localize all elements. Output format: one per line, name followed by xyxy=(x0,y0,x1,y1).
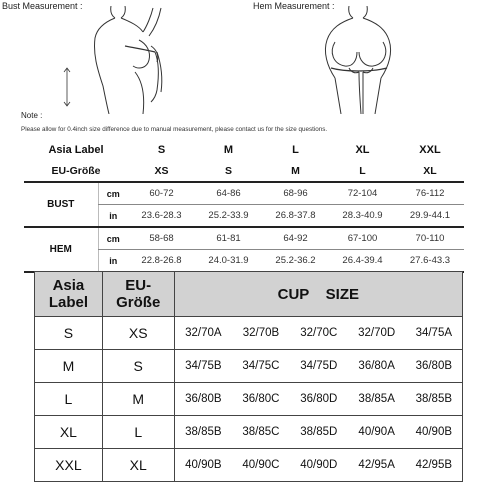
cup-cell: 40/90C xyxy=(232,449,290,482)
eu-size-row xyxy=(24,161,464,182)
cup-cell: 38/85B xyxy=(406,383,463,416)
hem-in-cell: 24.0-31.9 xyxy=(195,250,262,273)
cup-row-asia: L xyxy=(35,383,103,416)
eu-size-cell: M xyxy=(262,161,329,182)
bust-cm-cell: 64-86 xyxy=(195,182,262,205)
asia-label-row xyxy=(24,139,464,161)
cup-cell: 40/90B xyxy=(406,416,463,449)
bust-cm-row xyxy=(24,182,464,205)
cup-row-asia: S xyxy=(35,317,103,350)
eu-size-cell: XL xyxy=(396,161,464,182)
note-text: Please allow for 0.4inch size difference due to manual measurement, please contact us for the size questions. xyxy=(21,126,328,133)
bust-label: BUST xyxy=(24,182,98,227)
cup-asia-header-line1: Asia xyxy=(52,277,85,294)
hem-cm-cell: 70-110 xyxy=(396,227,464,250)
cup-row-asia: XL xyxy=(35,416,103,449)
asia-size-s: S xyxy=(157,144,166,156)
bust-cm-cell: 72-104 xyxy=(329,182,396,205)
hem-measurement-illustration xyxy=(305,6,415,114)
cup-row-asia: XXL xyxy=(35,449,103,482)
note-title: Note : xyxy=(21,111,43,120)
cup-cell: 36/80D xyxy=(290,383,348,416)
cup-row-eu: L xyxy=(102,416,174,449)
asia-size-m: M xyxy=(223,144,234,156)
cup-cell: 34/75B xyxy=(174,350,232,383)
hem-cm-cell: 58-68 xyxy=(128,227,195,250)
cup-eu-header-line2: Größe xyxy=(116,294,161,311)
bust-in-cell: 25.2-33.9 xyxy=(195,205,262,228)
eu-label-header: EU-Größe xyxy=(24,161,128,182)
cup-cell: 34/75A xyxy=(406,317,463,350)
hem-cm-cell: 64-92 xyxy=(262,227,329,250)
cup-cell: 40/90D xyxy=(290,449,348,482)
hem-in-cell: 26.4-39.4 xyxy=(329,250,396,273)
cup-cell: 32/70C xyxy=(290,317,348,350)
cup-row-asia: M xyxy=(35,350,103,383)
bust-in-cell: 28.3-40.9 xyxy=(329,205,396,228)
bust-measurement-title: Bust Measurement : xyxy=(2,1,83,11)
cup-cell: 42/95A xyxy=(348,449,406,482)
cup-cell: 32/70D xyxy=(348,317,406,350)
bust-in-cell: 26.8-37.8 xyxy=(262,205,329,228)
bust-cm-cell: 76-112 xyxy=(396,182,464,205)
cup-cell: 38/85C xyxy=(232,416,290,449)
eu-size-cell: S xyxy=(195,161,262,182)
unit-in: in xyxy=(98,205,128,228)
cup-eu-label-header xyxy=(102,272,174,317)
hem-cm-cell: 61-81 xyxy=(195,227,262,250)
cup-cell: 34/75D xyxy=(290,350,348,383)
cup-cell: 36/80B xyxy=(174,383,232,416)
hem-label: HEM xyxy=(24,227,98,272)
bust-cm-cell: 68-96 xyxy=(262,182,329,205)
cup-row xyxy=(35,416,463,449)
size-measurement-table xyxy=(24,139,464,273)
cup-cell: 34/75C xyxy=(232,350,290,383)
cup-cell: 32/70A xyxy=(174,317,232,350)
cup-table-header xyxy=(35,272,463,317)
eu-size-cell: L xyxy=(329,161,396,182)
asia-size-l: L xyxy=(292,144,299,156)
cup-asia-label-header xyxy=(35,272,103,317)
cup-cell: 36/80B xyxy=(406,350,463,383)
hem-in-cell: 27.6-43.3 xyxy=(396,250,464,273)
cup-row-eu: S xyxy=(102,350,174,383)
asia-label-header: Asia Label xyxy=(48,144,104,156)
asia-size-xxl: XXL xyxy=(419,144,441,156)
hem-in-cell: 22.8-26.8 xyxy=(128,250,195,273)
cup-row-eu: M xyxy=(102,383,174,416)
cup-cell: 42/95B xyxy=(406,449,463,482)
bust-in-cell: 23.6-28.3 xyxy=(128,205,195,228)
cup-row-eu: XS xyxy=(102,317,174,350)
unit-cm: cm xyxy=(98,182,128,205)
bust-cm-cell: 60-72 xyxy=(128,182,195,205)
hem-measurement-title: Hem Measurement : xyxy=(253,1,335,11)
cup-cell: 36/80C xyxy=(232,383,290,416)
cup-eu-header-line1: EU- xyxy=(125,277,152,294)
bust-measurement-illustration xyxy=(55,6,205,114)
unit-cm: cm xyxy=(98,227,128,250)
cup-row xyxy=(35,317,463,350)
cup-cell: 38/85D xyxy=(290,416,348,449)
cup-cell: 40/90B xyxy=(174,449,232,482)
cup-size-table xyxy=(34,271,463,482)
hem-cm-cell: 67-100 xyxy=(329,227,396,250)
hem-in-cell: 25.2-36.2 xyxy=(262,250,329,273)
cup-asia-header-line2: Label xyxy=(48,294,88,311)
cup-cell: 38/85B xyxy=(174,416,232,449)
hem-cm-row xyxy=(24,227,464,250)
cup-cell: 40/90A xyxy=(348,416,406,449)
cup-row xyxy=(35,383,463,416)
cup-row-eu: XL xyxy=(102,449,174,482)
cup-cell: 32/70B xyxy=(232,317,290,350)
cup-row xyxy=(35,350,463,383)
cup-size-header: CUP SIZE xyxy=(174,272,462,317)
cup-cell: 36/80A xyxy=(348,350,406,383)
cup-row xyxy=(35,449,463,482)
unit-in: in xyxy=(98,250,128,273)
bust-in-cell: 29.9-44.1 xyxy=(396,205,464,228)
cup-cell: 38/85A xyxy=(348,383,406,416)
eu-size-cell: XS xyxy=(128,161,195,182)
asia-size-xl: XL xyxy=(355,144,370,156)
